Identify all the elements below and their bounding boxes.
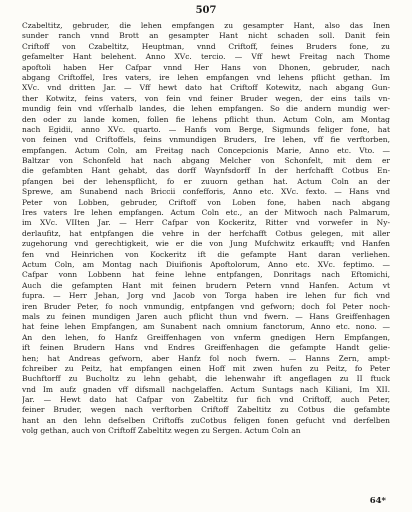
text-line: Baltzar von Schonfeld hat nach abgang Melcher von Schonfelt, mit dem er [22, 156, 390, 166]
text-line: Buchftorff zu Bucholtz zu lehn gehabt, die lehenwahr ift angeflagen zu II ftuck [22, 374, 390, 384]
text-line: abgang Criftoffel, Ires vaters, ire lehen empfangen vnd lehens pflicht gethan. Im [22, 72, 390, 82]
text-line: ther Kotwitz, feins vaters, von fein vnd feiner Bruder wegen, der eins tails vn- [22, 93, 390, 103]
text-line: sunder ranch vnnd Brott an gesampter Hant nicht schaden soll. Danit fein [22, 31, 390, 41]
text-line: derlaufitz, hat entpfangen die vehre in der herfchafft Cotbus gelegen, mit aller [22, 228, 390, 238]
text-line: iren Bruder Peter, fo noch vnmundig, entpfangen vnd gefworn; doch fol Peter noch- [22, 301, 390, 311]
text-line: die gefambten Hant gehabt, das dorff Waynfsdorff In der herfchafft Cotbus En- [22, 166, 390, 176]
text-line: im XVc. VIIten Jar. — Herr Cafpar von Kockeritz, Ritter vnd vorwefer in Ny- [22, 218, 390, 228]
text-line: volg gethan, auch von Criftoff Zabeltitz wegen zu Sergen. Actum Coln an [22, 426, 301, 436]
text-line: zugehorung vnd gerechtigkeit, wie er die von Jung Mufchwitz erkaufft; vnd Hanfen [22, 239, 390, 249]
body-text [22, 21, 390, 437]
text-line: mals zu feinen mundigen Jaren auch pflicht thun vnd fwern. — Hans Greiffenhagen [22, 311, 390, 321]
text-line: Sprewe, am Sunabend nach Briccii confefforis, Anno etc. XVc. fexto. — Hans vnd [22, 187, 390, 197]
text-line: mundig fein vnd vſſerhalb landes, die lehen empfangen. So die andern mundig wer- [22, 104, 390, 114]
text-line: fen vnd Heinrichen von Kockeritz ift die gefampte Hant daran verliehen. [22, 249, 390, 259]
text-line: empfangen. Actum Coln, am Freitag nach Concepcionis Marie, Anno etc. Vto. — [22, 145, 390, 155]
text-line: gefamelter Hant belehent. Anno XVc. tercio. — Vff hewt Freitag nach Thome [22, 52, 390, 62]
text-line: Auch die gefampten Hant mit feinen brudern Petern vnnd Hanfen. Actum vt [22, 280, 390, 290]
page-number: 507 [195, 5, 217, 16]
text-line: fupra. — Herr Jehan, Jorg vnd Jacob von Torga haben ire lehen fur fich vnd [22, 291, 390, 301]
text-line: Criftoff von Czabeltitz, Heuptman, vnnd Criftoff, feines Bruders fone, zu [22, 41, 390, 51]
text-line: hen; hat Andreas gefworn, aber Hanfz fol noch fwern. — Hanns Zern, ampt- [22, 353, 390, 363]
text-line: nach Egidii, anno XVc. quarto. — Hanfs vom Berge, Sigmunds feliger fone, hat [22, 124, 390, 134]
text-line: feiner Bruder, wegen nach verftorben Criftoff Zabeltitz zu Cotbus die gefambte [22, 405, 390, 415]
signature-mark: 64* [369, 496, 386, 506]
text-line: den oder zu lande komen, follen fie lehens pflicht thun. Actum Coln, am Montag [22, 114, 390, 124]
text-line: apoftoli haben Her Cafpar vnnd Her Hans von Dhonen, gebruder, nach [22, 62, 390, 72]
text-line: fchreiber zu Peitz, hat empfangen einen Hoff mit zwen hufen zu Peitz, fo Peter [22, 363, 390, 373]
text-line: hat feine lehen Empfangen, am Sunabent nach omnium fanctorum, Anno etc. nono. — [22, 322, 390, 332]
text-line: vnd Im aufz gnaden vff difsmall nachgelaffen. Actum Suntags nach Kiliani, Im XII. [22, 384, 390, 394]
text-line: ift feinen Brudern Hans vnd Endres Greiffenhagen die gefampte Handt gelie- [22, 343, 390, 353]
text-line: hant an den lehn defselben Criftoffs zuCotbus feligen fonen gefucht vnd derfelben [22, 415, 390, 425]
text-line: pfangen bei der lehenspflicht, fo er zuuorn gethan hat. Actum Coln an der [22, 176, 390, 186]
text-line: An den lehen, fo Hanfz Greiffenhagen von vnferm gnedigen Hern Empfangen, [22, 332, 390, 342]
text-line: Cafpar vonn Lobbenn hat feine lehne entpfangen, Donritags nach Eftomichi, [22, 270, 390, 280]
text-line: Czabeltitz, gebruder, die lehen empfangen zu gesampter Hant, also das Inen [22, 21, 390, 30]
text-line: XVc. vnd dritten Jar. — Vff hewt dato hat Criftoff Kotewitz, nach abgang Gun- [22, 83, 390, 93]
text-line: Peter von Lobben, gebruder, Criftoff von Loben fone, haben nach abgang [22, 197, 390, 207]
text-line: von feinen vnd Criftoffels, feins vnmundigen Bruders, Ire lehen, vff fie verftorben, [22, 135, 390, 145]
text-line: Actum Coln, am Montag nach Diuifionis Apoftolorum, Anno etc. XVc. feptimo. — [22, 259, 390, 269]
text-line: Jar. — Hewt dato hat Cafpar von Zabeltitz fur fich vnd Criftoff, auch Peter, [22, 395, 390, 405]
text-line: Ires vaters Ire lehen empfangen. Actum Coln etc., an der Mitwoch nach Palmarum, [22, 208, 390, 218]
